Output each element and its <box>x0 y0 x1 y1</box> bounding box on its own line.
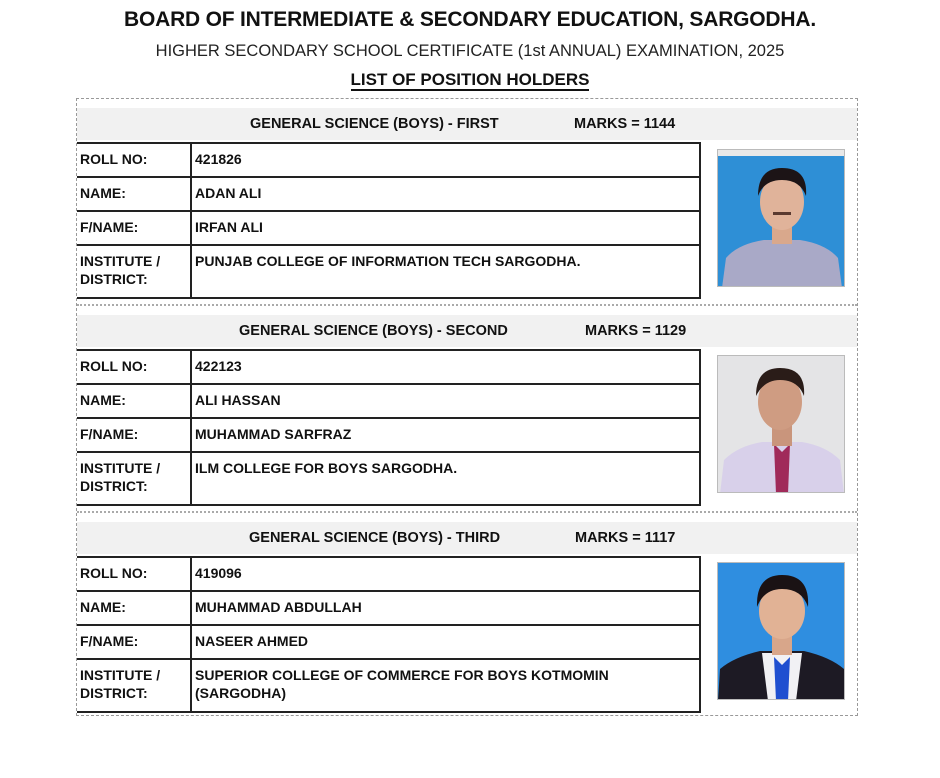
label-institute-line1: INSTITUTE / <box>80 460 161 476</box>
student-photo <box>717 562 845 700</box>
value-roll-no: 419096 <box>192 558 701 590</box>
table-row-father-name <box>77 624 701 658</box>
label-name: NAME: <box>77 385 192 417</box>
section-divider <box>77 304 857 306</box>
label-father-name: F/NAME: <box>77 212 192 244</box>
section-divider <box>77 511 857 513</box>
board-title: BOARD OF INTERMEDIATE & SECONDARY EDUCATION, SARGODHA. <box>124 8 816 31</box>
marks: MARKS = 1117 <box>575 530 676 546</box>
label-institute-line2: DISTRICT: <box>80 478 148 494</box>
value-institute-line1: ILM COLLEGE FOR BOYS SARGODHA. <box>195 460 458 476</box>
list-title-text: LIST OF POSITION HOLDERS <box>350 70 590 89</box>
table-row-institute <box>77 658 701 713</box>
table-row-name <box>77 383 701 417</box>
value-institute-line1: PUNJAB COLLEGE OF INFORMATION TECH SARGODHA. <box>195 253 581 269</box>
section-heading <box>77 522 857 554</box>
portrait-icon <box>718 563 845 700</box>
details-table <box>77 556 701 713</box>
table-row-roll <box>77 556 701 590</box>
value-name: MUHAMMAD ABDULLAH <box>192 592 701 624</box>
subject-position: GENERAL SCIENCE (BOYS) - THIRD <box>249 530 501 546</box>
subject-position: GENERAL SCIENCE (BOYS) - SECOND <box>239 323 508 339</box>
table-row-name <box>77 176 701 210</box>
marks: MARKS = 1144 <box>574 116 676 132</box>
table-row-father-name <box>77 417 701 451</box>
label-name: NAME: <box>77 178 192 210</box>
label-institute-line2: DISTRICT: <box>80 685 148 701</box>
subject-position: GENERAL SCIENCE (BOYS) - FIRST <box>250 116 499 132</box>
label-institute-line2: DISTRICT: <box>80 271 148 287</box>
portrait-icon <box>718 150 845 287</box>
label-institute <box>77 246 192 297</box>
value-roll-no: 421826 <box>192 144 701 176</box>
student-photo <box>717 355 845 493</box>
label-father-name: F/NAME: <box>77 419 192 451</box>
value-institute-line2: (SARGODHA) <box>195 685 286 701</box>
value-name: ADAN ALI <box>192 178 701 210</box>
label-roll-no: ROLL NO: <box>77 558 192 590</box>
table-row-roll <box>77 142 701 176</box>
table-row-name <box>77 590 701 624</box>
value-father-name: MUHAMMAD SARFRAZ <box>192 419 701 451</box>
marks: MARKS = 1129 <box>585 323 687 339</box>
value-father-name: IRFAN ALI <box>192 212 701 244</box>
table-row-roll <box>77 349 701 383</box>
details-table <box>77 349 701 506</box>
value-father-name: NASEER AHMED <box>192 626 701 658</box>
value-institute <box>192 660 701 711</box>
label-institute <box>77 453 192 504</box>
list-title <box>0 70 940 90</box>
label-institute-line1: INSTITUTE / <box>80 253 161 269</box>
label-institute-line1: INSTITUTE / <box>80 667 161 683</box>
label-name: NAME: <box>77 592 192 624</box>
value-institute <box>192 453 701 504</box>
value-institute <box>192 246 701 297</box>
section-heading <box>77 315 857 347</box>
value-name: ALI HASSAN <box>192 385 701 417</box>
student-photo <box>717 149 845 287</box>
details-table <box>77 142 701 299</box>
table-row-institute <box>77 451 701 506</box>
label-roll-no: ROLL NO: <box>77 351 192 383</box>
label-father-name: F/NAME: <box>77 626 192 658</box>
label-roll-no: ROLL NO: <box>77 144 192 176</box>
section-heading <box>77 108 857 140</box>
label-institute <box>77 660 192 711</box>
value-roll-no: 422123 <box>192 351 701 383</box>
table-row-institute <box>77 244 701 299</box>
table-row-father-name <box>77 210 701 244</box>
portrait-icon <box>718 356 845 493</box>
value-institute-line1: SUPERIOR COLLEGE OF COMMERCE FOR BOYS KOTMOMIN <box>195 667 609 683</box>
exam-subtitle: HIGHER SECONDARY SCHOOL CERTIFICATE (1st ANNUAL) EXAMINATION, 2025 <box>155 42 785 60</box>
